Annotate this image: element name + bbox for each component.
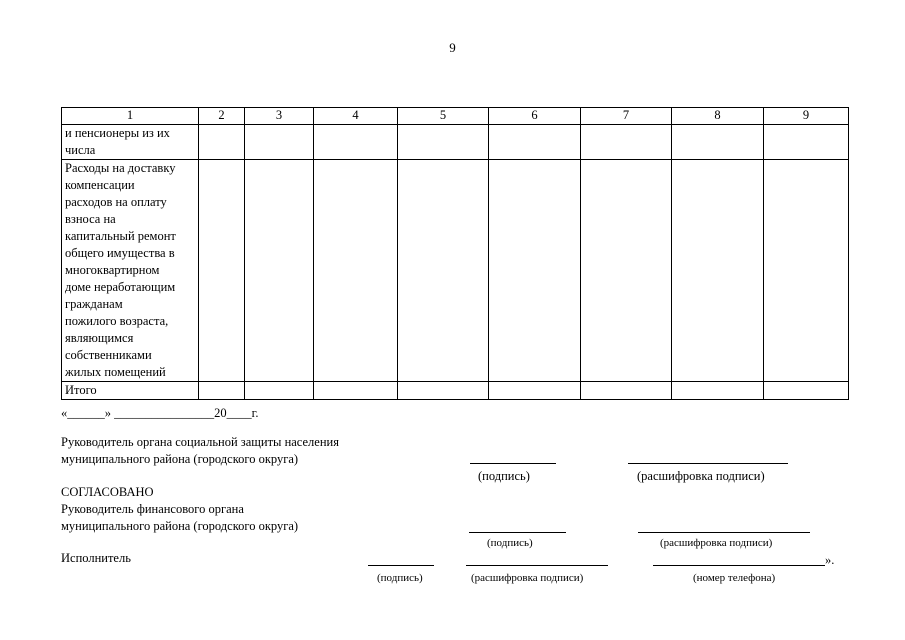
table-cell (314, 382, 398, 400)
head-decryption-line[interactable] (628, 463, 788, 464)
executor-phone-line[interactable] (653, 565, 825, 566)
table-cell (199, 125, 245, 160)
table-row (62, 125, 849, 160)
table-row (62, 382, 849, 400)
table-cell (398, 125, 489, 160)
table-cell (199, 382, 245, 400)
table-cell (672, 160, 764, 382)
table-cell (764, 382, 849, 400)
table-cell (245, 382, 314, 400)
head-signature-line[interactable] (470, 463, 556, 464)
executor-decryption-line[interactable] (466, 565, 608, 566)
agreed-signature-line[interactable] (469, 532, 566, 533)
column-header: 5 (398, 108, 489, 125)
table-cell (581, 125, 672, 160)
table-cell (489, 160, 581, 382)
table-cell (581, 382, 672, 400)
agreed-decryption-caption: (расшифровка подписи) (660, 537, 773, 549)
table-cell (199, 160, 245, 382)
agreed-signature-caption: (подпись) (487, 537, 533, 549)
column-header: 6 (489, 108, 581, 125)
row-label: Итого (65, 383, 97, 397)
row-label-cell (62, 160, 199, 382)
table-cell (398, 160, 489, 382)
executor-label: Исполнитель (61, 551, 131, 565)
column-header: 3 (245, 108, 314, 125)
head-decryption-caption: (расшифровка подписи) (637, 469, 765, 483)
table-header-row (62, 108, 849, 125)
table-cell (245, 160, 314, 382)
table-row (62, 160, 849, 382)
table-cell (398, 382, 489, 400)
table-cell (489, 125, 581, 160)
column-header: 1 (62, 108, 199, 125)
head-signature-caption: (подпись) (478, 469, 530, 483)
agreed-decryption-line[interactable] (638, 532, 810, 533)
date-line: «______» ________________20____г. (61, 406, 259, 420)
table-cell (489, 382, 581, 400)
executor-signature-caption: (подпись) (377, 572, 423, 584)
table-cell (581, 160, 672, 382)
executor-signature-line[interactable] (368, 565, 434, 566)
table-cell (764, 160, 849, 382)
head-title-line2: муниципального района (городского округа) (61, 452, 299, 466)
executor-closing: ». (825, 553, 835, 567)
row-label-cell (62, 125, 199, 160)
agreed-line1: Руководитель финансового органа (61, 502, 244, 516)
table-cell (314, 160, 398, 382)
agreed-title: СОГЛАСОВАНО (61, 485, 154, 499)
table-cell (672, 125, 764, 160)
row-label: Расходы на доставку компенсации расходов на оплату взноса на капитальный ремонт общего имущества в многоквартирном доме неработающим гражданам пожилого возраста, являющимся собственниками жилых помещений (65, 161, 176, 379)
column-header: 8 (672, 108, 764, 125)
agreed-line2: муниципального района (городского округа) (61, 519, 299, 533)
report-table (61, 107, 849, 400)
column-header: 9 (764, 108, 849, 125)
column-header: 7 (581, 108, 672, 125)
table-cell (764, 125, 849, 160)
table-cell (672, 382, 764, 400)
head-title-line1: Руководитель органа социальной защиты населения (61, 435, 339, 449)
table-cell (245, 125, 314, 160)
column-header: 4 (314, 108, 398, 125)
table-cell (314, 125, 398, 160)
row-label: и пенсионеры из их числа (65, 126, 170, 157)
row-label-cell (62, 382, 199, 400)
column-header: 2 (199, 108, 245, 125)
page-number: 9 (449, 40, 456, 55)
executor-decryption-caption: (расшифровка подписи) (471, 572, 584, 584)
executor-phone-caption: (номер телефона) (693, 572, 776, 584)
